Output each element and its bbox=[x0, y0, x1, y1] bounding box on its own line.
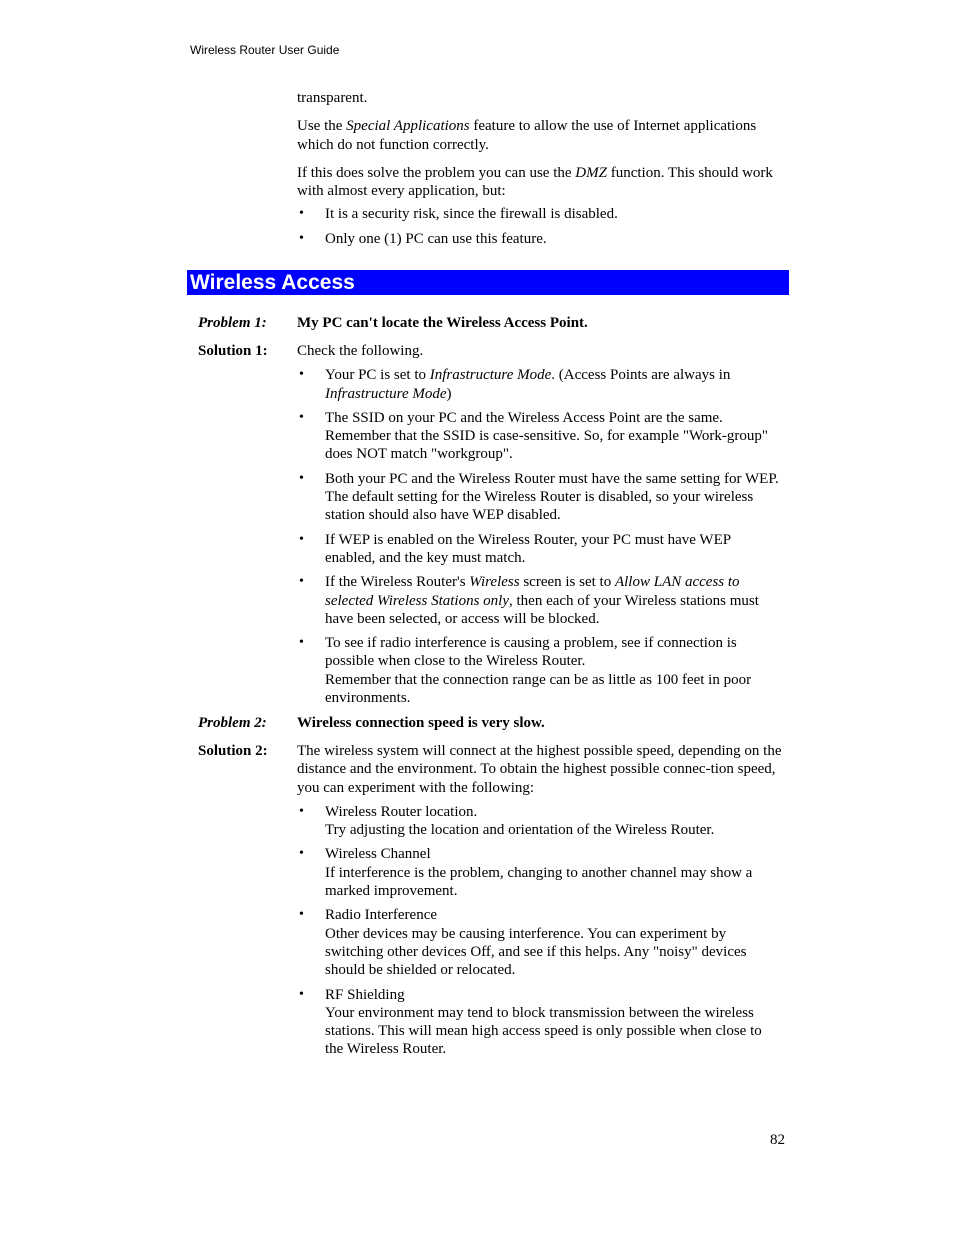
problem-text: Wireless connection speed is very slow. bbox=[297, 715, 545, 731]
solution-1-bullet-list bbox=[297, 366, 783, 707]
solution-label: Solution 1: bbox=[198, 343, 268, 359]
running-header: Wireless Router User Guide bbox=[190, 43, 340, 57]
intro-bullet-list bbox=[297, 205, 792, 248]
solution-2-bullet-list bbox=[297, 803, 783, 1059]
solution-2 bbox=[198, 742, 792, 1065]
list-item: • RF Shielding Your environment may tend to block transmission between the wireless stations. This will mean high access speed is only possible when close to the Wireless Router. bbox=[297, 986, 783, 1059]
problem-label: Problem 2: bbox=[198, 715, 267, 731]
problem-label: Problem 1: bbox=[198, 315, 267, 331]
intro-block bbox=[297, 89, 792, 254]
section-heading-bar bbox=[187, 270, 789, 295]
intro-paragraph-dmz: If this does solve the problem you can use the DMZ function. This should work with almost every application, but: bbox=[297, 164, 773, 200]
list-item: • Only one (1) PC can use this feature. bbox=[297, 230, 792, 248]
list-item: • Both your PC and the Wireless Router must have the same setting for WEP. The default setting for the Wireless Router is disabled, so your wireless station should also have WEP disabled. bbox=[297, 470, 783, 525]
solution-1 bbox=[198, 342, 792, 713]
list-item: • If the Wireless Router's Wireless screen is set to Allow LAN access to selected Wireless Stations only, then each of your Wireless stations must have been selected, or access will be blocked. bbox=[297, 573, 783, 628]
page-number: 82 bbox=[770, 1132, 785, 1148]
intro-line: transparent. bbox=[297, 90, 368, 106]
list-item: • To see if radio interference is causing a problem, see if connection is possible when close to the Wireless Router. Remember that the connection range can be as little as 100 feet in poor environments. bbox=[297, 634, 783, 707]
solution-label: Solution 2: bbox=[198, 743, 268, 759]
section-title: Wireless Access bbox=[190, 271, 355, 294]
list-item: • It is a security risk, since the firewall is disabled. bbox=[297, 205, 792, 223]
intro-paragraph-special-apps: Use the Special Applications feature to allow the use of Internet applications which do not function correctly. bbox=[297, 118, 757, 153]
list-item: • Radio Interference Other devices may be causing interference. You can experiment by switching other devices Off, and see if this helps. Any "noisy" devices should be shielded or relocated. bbox=[297, 906, 783, 979]
list-item: • Wireless Router location. Try adjusting the location and orientation of the Wireless Router. bbox=[297, 803, 783, 840]
list-item: • Your PC is set to Infrastructure Mode. (Access Points are always in Infrastructure Mode) bbox=[297, 366, 783, 403]
problem-text: My PC can't locate the Wireless Access Point. bbox=[297, 315, 588, 331]
problem-2 bbox=[198, 714, 792, 738]
problem-1 bbox=[198, 314, 792, 338]
list-item: • The SSID on your PC and the Wireless Access Point are the same. Remember that the SSID is case-sensitive. So, for example "Work-group" does NOT match "workgroup". bbox=[297, 409, 783, 464]
list-item: • Wireless Channel If interference is the problem, changing to another channel may show a marked improvement. bbox=[297, 845, 783, 900]
solution-intro: The wireless system will connect at the highest possible speed, depending on the distance and the environment. To obtain the highest possible connec-tion speed, you can experiment with the following: bbox=[297, 743, 782, 796]
solution-intro: Check the following. bbox=[297, 343, 424, 359]
list-item: • If WEP is enabled on the Wireless Router, your PC must have WEP enabled, and the key must match. bbox=[297, 531, 783, 568]
